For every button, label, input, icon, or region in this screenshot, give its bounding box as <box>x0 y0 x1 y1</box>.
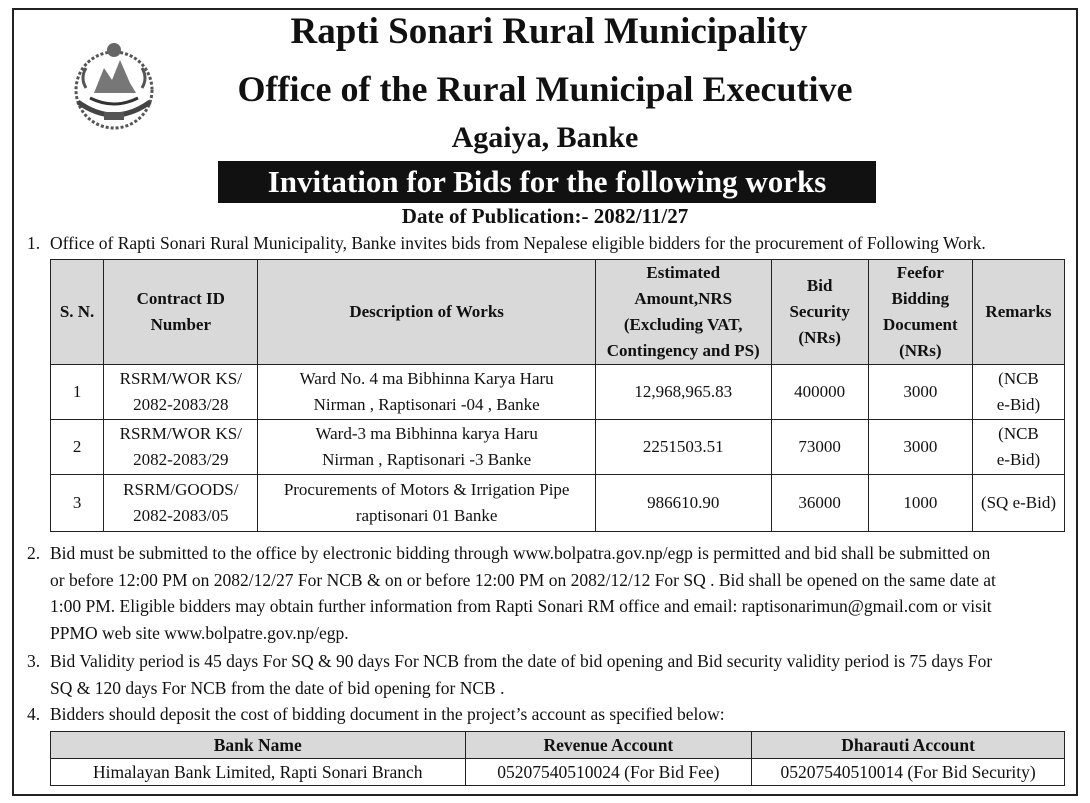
header-estimated-amount: Estimated Amount,NRS (Excluding VAT, Contingency and PS) <box>595 260 771 365</box>
cell-description: Procurements of Motors & Irrigation Pipe raptisonari 01 Banke <box>258 475 595 532</box>
bank-account-table <box>50 731 1065 786</box>
cell-contract-id: RSRM/GOODS/ 2082-2083/05 <box>104 475 258 532</box>
clause-4 <box>27 701 1072 728</box>
clause-text-line: Bidders should deposit the cost of bidding document in the project’s account as specified below: <box>50 704 725 724</box>
table-header-row <box>51 732 1065 759</box>
clause-number: 4. <box>27 704 41 724</box>
clause-number: 3. <box>27 651 41 671</box>
municipality-title: Rapti Sonari Rural Municipality <box>290 11 808 52</box>
clause-text-line: or before 12:00 PM on 2082/12/27 For NCB & on or before 12:00 PM on 2082/12/12 For SQ . Bid shall be opened on the same date at <box>50 569 996 590</box>
clause-text: Office of Rapti Sonari Rural Municipality, Banke invites bids from Nepalese eligible bidders for the procurement of Following Work. <box>50 233 986 253</box>
clause-text-line: 1:00 PM. Eligible bidders may obtain further information from Rapti Sonari RM office and email: raptisonarimun@gmail.com or visit <box>50 596 992 616</box>
header-sn: S. N. <box>51 260 104 365</box>
cell-remarks: (SQ e-Bid) <box>972 475 1064 532</box>
clause-number: 2. <box>27 543 41 563</box>
header-revenue-account: Revenue Account <box>465 732 752 759</box>
clause-1 <box>27 230 1072 257</box>
cell-amount: 2251503.51 <box>595 420 771 475</box>
header-bidding-fee: Feefor Bidding Document (NRs) <box>868 260 972 365</box>
cell-sn: 2 <box>51 420 104 475</box>
clause-text-line: PPMO web site www.bolpatre.gov.np/egp. <box>50 622 349 643</box>
cell-description: Ward No. 4 ma Bibhinna Karya Haru Nirman , Raptisonari -04 , Banke <box>258 365 595 420</box>
cell-bid-security: 73000 <box>771 420 868 475</box>
table-header-row <box>51 260 1065 365</box>
invitation-banner: Invitation for Bids for the following works <box>218 161 876 203</box>
clause-text-line: SQ & 120 days For NCB from the date of bid opening for NCB . <box>50 677 505 698</box>
cell-fee: 3000 <box>868 365 972 420</box>
header-bank-name: Bank Name <box>51 732 466 759</box>
cell-revenue-account: 05207540510024 (For Bid Fee) <box>465 759 752 786</box>
cell-contract-id: RSRM/WOR KS/ 2082-2083/28 <box>104 365 258 420</box>
cell-fee: 3000 <box>868 420 972 475</box>
table-row <box>51 365 1065 420</box>
office-title: Office of the Rural Municipal Executive <box>237 69 853 109</box>
cell-sn: 1 <box>51 365 104 420</box>
cell-remarks: (NCB e-Bid) <box>972 365 1064 420</box>
works-table <box>50 259 1065 532</box>
publication-date: Date of Publication:- 2082/11/27 <box>401 204 689 228</box>
cell-contract-id: RSRM/WOR KS/ 2082-2083/29 <box>104 420 258 475</box>
header-contract-id: Contract ID Number <box>104 260 258 365</box>
cell-dharauti-account: 05207540510014 (For Bid Security) <box>752 759 1065 786</box>
cell-fee: 1000 <box>868 475 972 532</box>
cell-bank-name: Himalayan Bank Limited, Rapti Sonari Branch <box>51 759 466 786</box>
table-row <box>51 475 1065 532</box>
cell-description: Ward-3 ma Bibhinna karya Haru Nirman , Raptisonari -3 Banke <box>258 420 595 475</box>
clause-3 <box>27 648 1072 701</box>
header-remarks: Remarks <box>972 260 1064 365</box>
cell-sn: 3 <box>51 475 104 532</box>
header-bid-security: Bid Security (NRs) <box>771 260 868 365</box>
header-description: Description of Works <box>258 260 595 365</box>
cell-bid-security: 36000 <box>771 475 868 532</box>
location-title: Agaiya, Banke <box>451 121 639 154</box>
clause-number: 1. <box>27 233 41 253</box>
table-row <box>51 759 1065 786</box>
clause-text-line: Bid Validity period is 45 days For SQ & 90 days For NCB from the date of bid opening and Bid security validity period is 75 days For <box>50 651 993 671</box>
cell-amount: 986610.90 <box>595 475 771 532</box>
clause-2 <box>27 540 1072 646</box>
header-dharauti-account: Dharauti Account <box>752 732 1065 759</box>
cell-amount: 12,968,965.83 <box>595 365 771 420</box>
table-row <box>51 420 1065 475</box>
cell-remarks: (NCB e-Bid) <box>972 420 1064 475</box>
cell-bid-security: 400000 <box>771 365 868 420</box>
clause-text-line: Bid must be submitted to the office by electronic bidding through www.bolpatra.gov.np/egp is permitted and bid shall be submitted on <box>50 543 991 563</box>
